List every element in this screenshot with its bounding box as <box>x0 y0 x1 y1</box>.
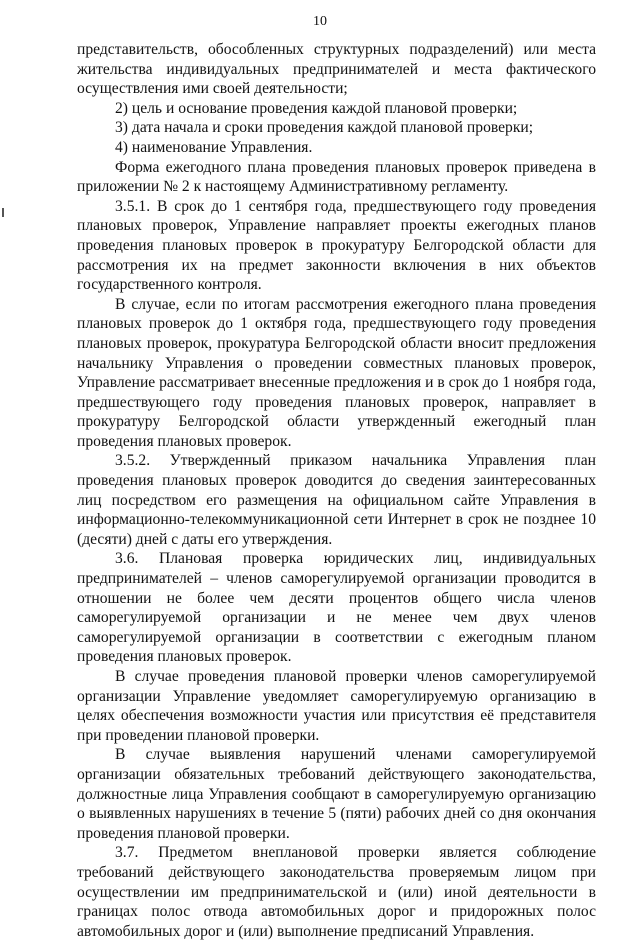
paragraph-6: 3.5.1. В срок до 1 сентября года, предшествующего году проведения плановых проверок, Управление направляет проекты ежегодных планов проведения плановых проверок в прокуратуру Белгородской области для рассмотрения их на предмет законности включения в них объектов государственного контроля. <box>77 197 596 294</box>
paragraph-4: 4) наименование Управления. <box>115 138 313 156</box>
paragraph-12: 3.7. Предметом внеплановой проверки является соблюдение требований действующего законодательства проверяемым лицом при осуществлении им предпринимательской и (или) иной деятельности в границах полос отвода автомобильных дорог и придорожных полос автомобильных дорог и (или) выполнение предписаний Управления. <box>77 844 596 940</box>
paragraph-8: 3.5.2. Утвержденный приказом начальника Управления план проведения плановых проверок доводится до сведения заинтересованных лиц посредством его размещения на официальном сайте Управления в информационно-телекоммуникационной сети Интернет в срок не позднее 10 (десяти) дней с даты его утверждения. <box>77 452 596 548</box>
page-number: 10 <box>313 14 327 29</box>
paragraph-10: В случае проведения плановой проверки членов саморегулируемой организации Управление уведомляет саморегулируемую организацию в целях обеспечения возможности участия или присутствия её представителя при проведении плановой проверки. <box>77 668 596 744</box>
paragraph-11: В случае выявления нарушений членами саморегулируемой организации обязательных требований действующего законодательства, должностные лица Управления сообщают в саморегулируемую организацию о выявленных нарушениях в течение 5 (пяти) рабочих дней со дня окончания проведения плановой проверки. <box>77 746 596 842</box>
paragraph-3: 3) дата начала и сроки проведения каждой плановой проверки; <box>115 119 534 137</box>
paragraph-9: 3.6. Плановая проверка юридических лиц, индивидуальных предпринимателей – членов саморегулируемой организации проводится в отношении не более чем десяти процентов общего числа членов саморегулируемой организации и не менее чем двух членов саморегулируемой организации в соответствии с ежегодным планом проведения плановых проверок. <box>77 550 596 666</box>
paragraph-7: В случае, если по итогам рассмотрения ежегодного плана проведения плановых проверок до 1 октября года, предшествующего году проведения плановых проверок, прокуратура Белгородской области вносит предложения начальнику Управления о проведении совместных плановых проверок, Управление рассматривает внесенные предложения и в срок до 1 ноября года, предшествующего году проведения плановых проверок, направляет в прокуратуру Белгородской области утвержденный ежегодный план проведения плановых проверок. <box>77 295 596 450</box>
paragraph-1: представительств, обособленных структурных подразделений) или места жительства индивидуальных предпринимателей и места фактического осуществления ими своей деятельности; <box>77 41 596 98</box>
paragraph-5: Форма ежегодного плана проведения плановых проверок приведена в приложении № 2 к настоящему Административному регламенту. <box>77 158 596 196</box>
document-body <box>77 40 596 941</box>
scan-margin-mark <box>2 208 4 217</box>
paragraph-2: 2) цель и основание проведения каждой плановой проверки; <box>115 99 518 117</box>
